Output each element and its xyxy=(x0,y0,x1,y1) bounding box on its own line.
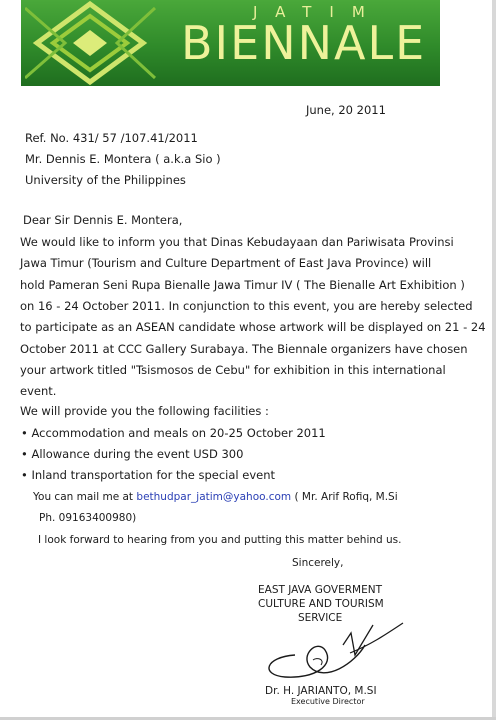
facility-text: Allowance during the event USD 300 xyxy=(31,447,244,461)
bullet-icon: • xyxy=(21,468,28,482)
signature-image xyxy=(255,615,415,690)
org-line: EAST JAVA GOVERMENT xyxy=(258,584,382,596)
sign-off: Sincerely, xyxy=(292,557,344,569)
closing-line: I look forward to hearing from you and putting this matter behind us. xyxy=(38,534,402,546)
body-line: event. xyxy=(20,384,57,398)
recipient-organization: University of the Philippines xyxy=(25,173,186,187)
signatory-title: Executive Director xyxy=(291,697,365,706)
banner-title: BIENNALE xyxy=(181,16,427,70)
facility-item xyxy=(21,426,326,440)
salutation: Dear Sir Dennis E. Montera, xyxy=(23,213,183,227)
jatim-logo-icon xyxy=(25,0,175,86)
bullet-icon: • xyxy=(21,426,28,440)
page-edge xyxy=(492,0,496,720)
letter-date: June, 20 2011 xyxy=(306,103,386,117)
facility-text: Inland transportation for the special event xyxy=(31,468,276,482)
body-line: Jawa Timur (Tourism and Culture Department of East Java Province) will xyxy=(20,256,432,270)
contact-email-link[interactable]: bethudpar_jatim@yahoo.com xyxy=(136,491,292,503)
reference-number: Ref. No. 431/ 57 /107.41/2011 xyxy=(25,131,198,145)
bullet-icon: • xyxy=(21,447,28,461)
org-line: SERVICE xyxy=(298,612,343,624)
body-line: We would like to inform you that Dinas Kebudayaan dan Pariwisata Provinsi xyxy=(20,235,454,249)
facility-item xyxy=(21,468,275,482)
body-line: your artwork titled "Tsismosos de Cebu" for exhibition in this international xyxy=(20,363,446,377)
facility-text: Accommodation and meals on 20-25 October 2011 xyxy=(31,426,326,440)
body-line: to participate as an ASEAN candidate whose artwork will be displayed on 21 - 24 xyxy=(20,320,486,334)
contact-suffix: ( Mr. Arif Rofiq, M.Si xyxy=(294,491,398,503)
contact-prefix: You can mail me at xyxy=(33,491,134,503)
body-line: hold Pameran Seni Rupa Bienalle Jawa Timur IV ( The Bienalle Art Exhibition ) xyxy=(20,278,465,292)
org-line: CULTURE AND TOURISM xyxy=(258,598,384,610)
body-line: on 16 - 24 October 2011. In conjunction to this event, you are hereby selected xyxy=(20,299,473,313)
contact-line xyxy=(33,490,398,504)
recipient-name: Mr. Dennis E. Montera ( a.k.a Sio ) xyxy=(25,152,221,166)
body-line: October 2011 at CCC Gallery Surabaya. The Biennale organizers have chosen xyxy=(20,342,468,356)
banner-top-text: JATIM xyxy=(253,3,383,21)
signatory-name: Dr. H. JARIANTO, M.SI xyxy=(265,685,377,697)
contact-phone: Ph. 09163400980) xyxy=(39,512,137,524)
facilities-intro: We will provide you the following facilities : xyxy=(20,404,269,418)
facility-item xyxy=(21,447,243,461)
header-banner xyxy=(21,0,440,86)
